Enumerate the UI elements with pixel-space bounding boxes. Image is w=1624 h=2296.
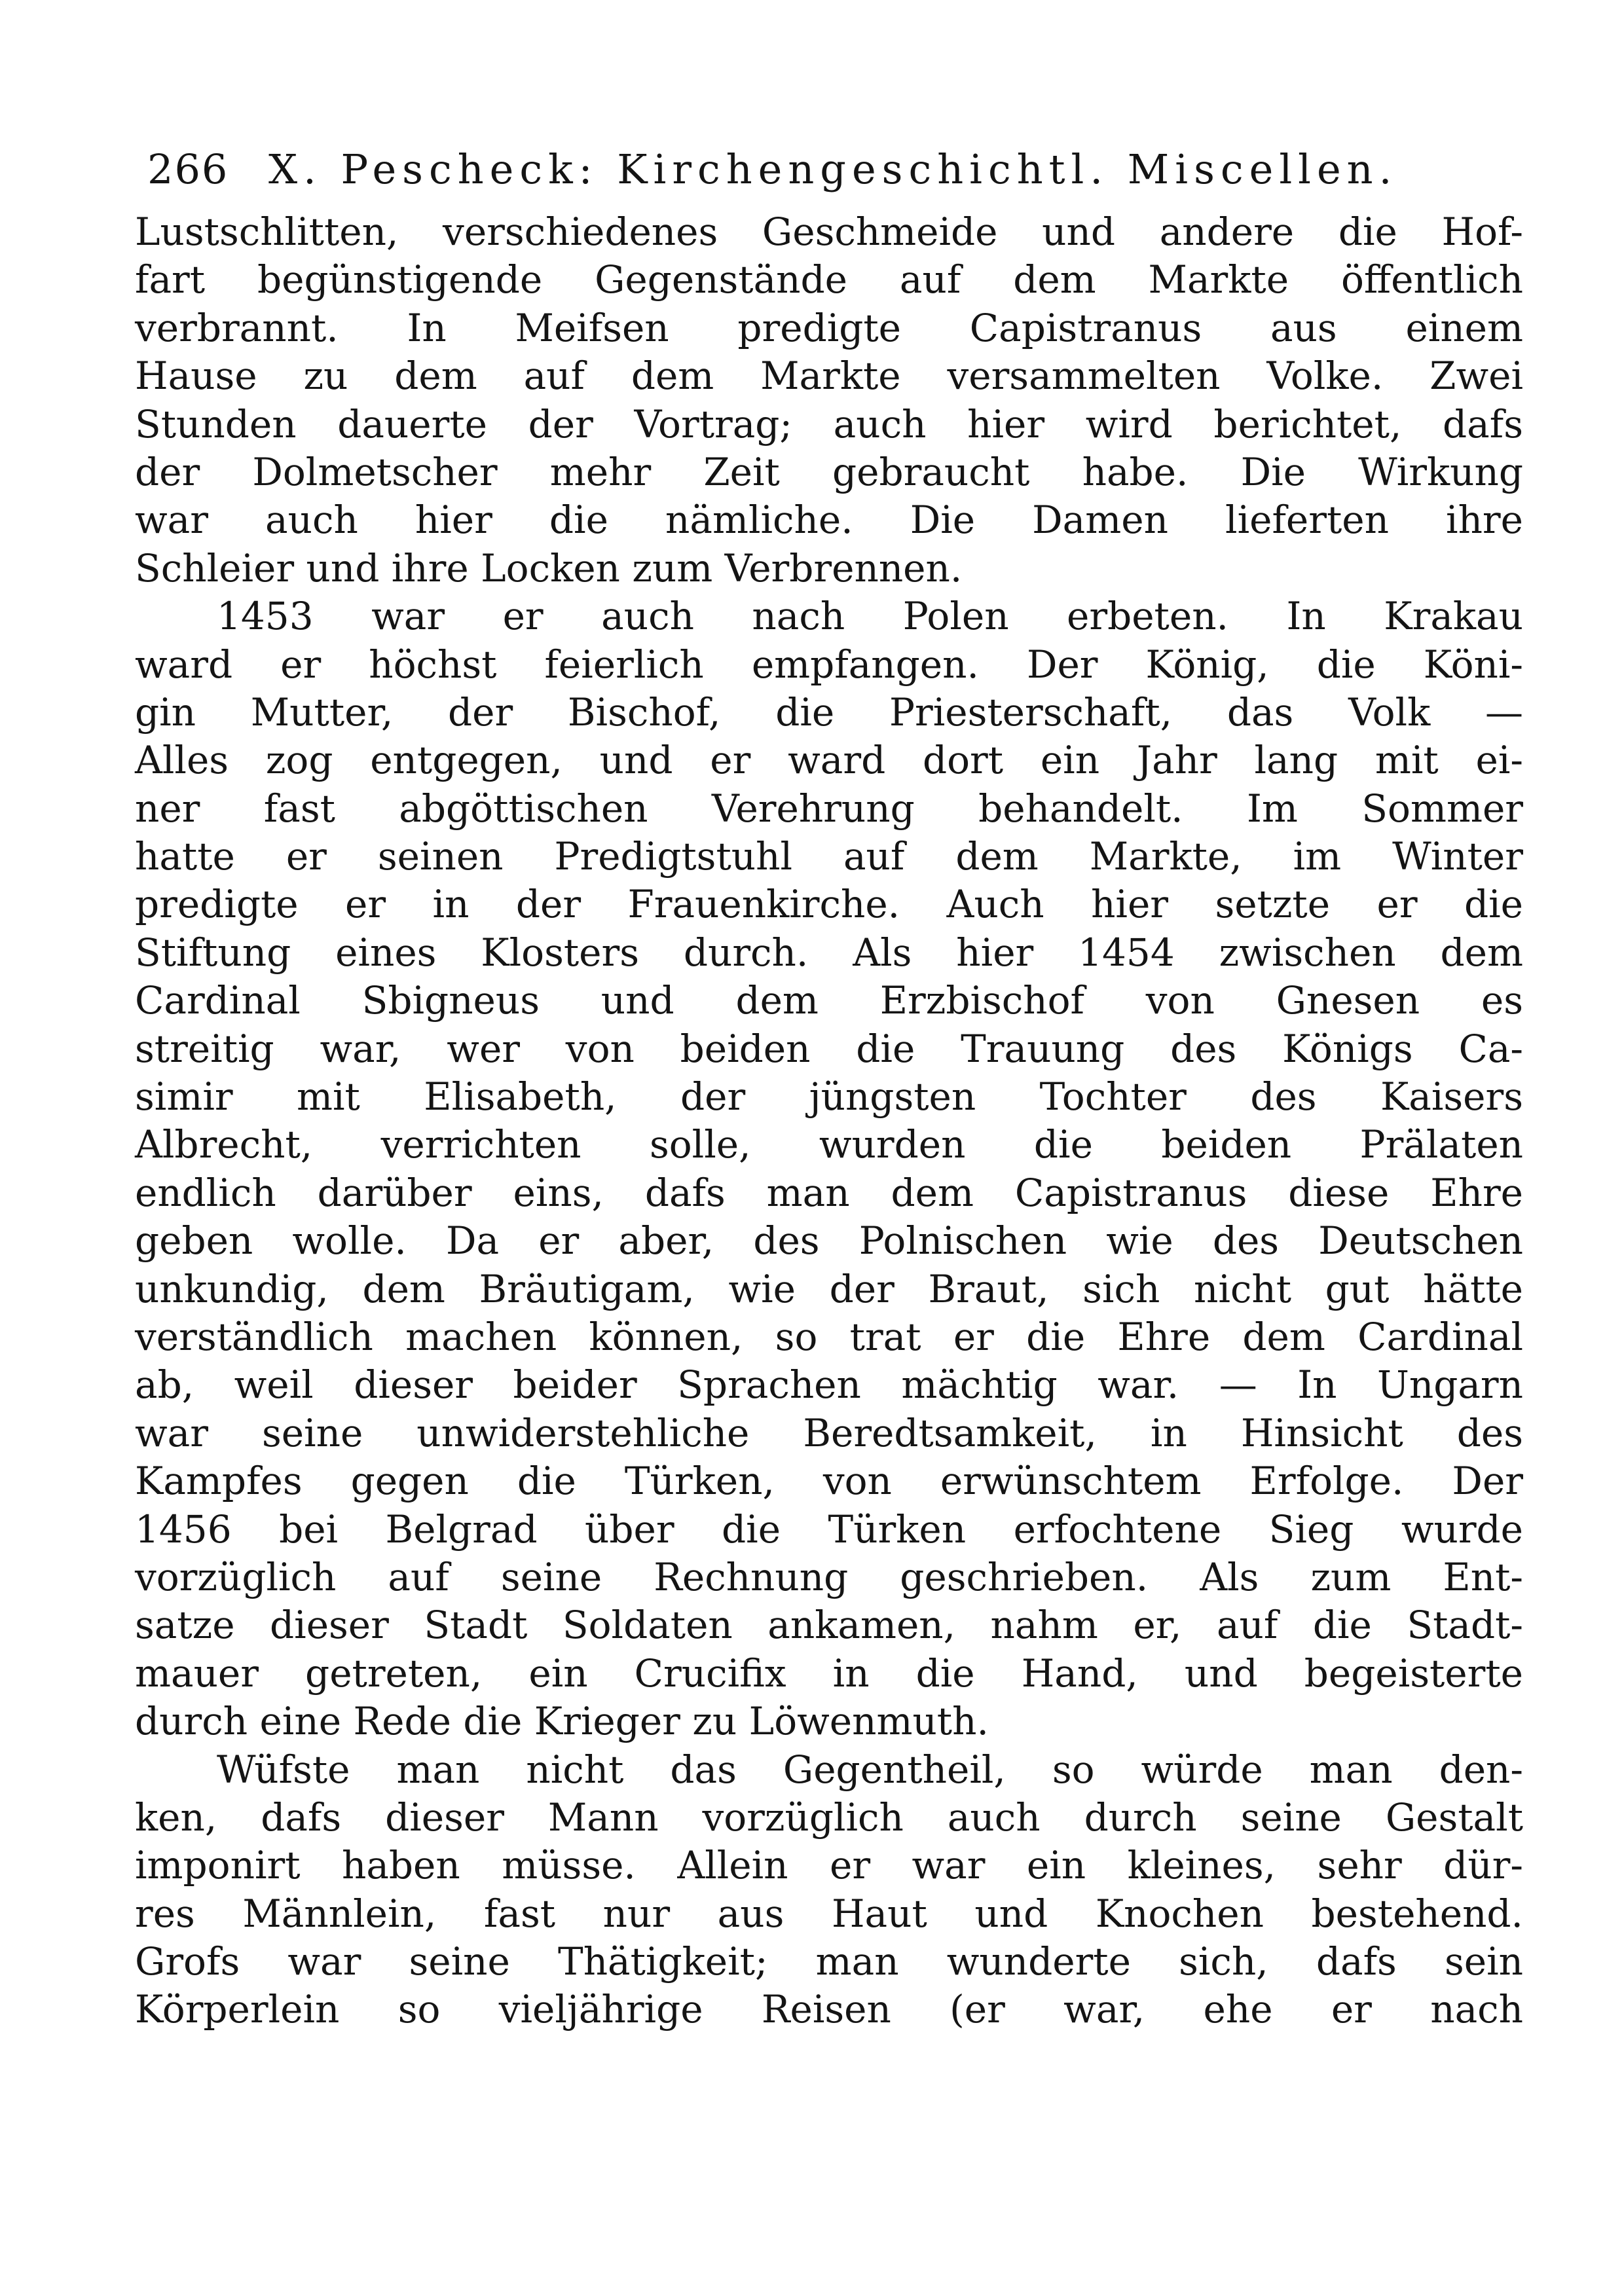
text-line: Lustschlitten, verschiedenes Geschmeide und andere die Hof-: [135, 210, 1523, 254]
page-header: [147, 145, 1522, 204]
text-line: 1453 war er auch nach Polen erbeten. In Krakau: [217, 594, 1523, 639]
text-line: endlich darüber eins, dafs man dem Capistranus diese Ehre: [135, 1170, 1523, 1215]
text-line: simir mit Elisabeth, der jüngsten Tochter des Kaisers: [135, 1074, 1523, 1120]
text-line: Wüfste man nicht das Gegentheil, so würde man den-: [217, 1747, 1523, 1792]
text-line: verständlich machen können, so trat er die Ehre dem Cardinal: [135, 1314, 1523, 1359]
text-line: Schleier und ihre Locken zum Verbrennen.: [135, 545, 963, 591]
text-line: ner fast abgöttischen Verehrung behandelt. Im Sommer: [135, 786, 1523, 831]
page-number: 266: [147, 145, 229, 193]
text-line: hatte er seinen Predigtstuhl auf dem Markte, im Winter: [135, 834, 1523, 879]
text-line: unkundig, dem Bräutigam, wie der Braut, sich nicht gut hätte: [135, 1266, 1523, 1311]
text-line: vorzüglich auf seine Rechnung geschrieben. Als zum Ent-: [135, 1554, 1523, 1599]
text-line: ward er höchst feierlich empfangen. Der König, die Köni-: [135, 642, 1523, 687]
text-line: ken, dafs dieser Mann vorzüglich auch durch seine Gestalt: [135, 1795, 1523, 1840]
text-line: gin Mutter, der Bischof, die Priesterschaft, das Volk —: [135, 689, 1523, 735]
text-line: geben wolle. Da er aber, des Polnischen wie des Deutschen: [135, 1218, 1523, 1264]
text-line: Hause zu dem auf dem Markte versammelten Volke. Zwei: [135, 354, 1523, 399]
text-line: durch eine Rede die Krieger zu Löwenmuth.: [135, 1699, 989, 1744]
text-line: res Männlein, fast nur aus Haut und Knochen bestehend.: [135, 1891, 1523, 1936]
text-line: 1456 bei Belgrad über die Türken erfochtene Sieg wurde: [135, 1506, 1523, 1552]
text-line: Körperlein so vieljährige Reisen (er war, ehe er nach: [135, 1987, 1523, 2032]
text-line: imponirt haben müsse. Allein er war ein kleines, sehr dür-: [135, 1843, 1523, 1888]
text-line: satze dieser Stadt Soldaten ankamen, nahm er, auf die Stadt-: [135, 1603, 1523, 1648]
text-line: verbrannt. In Meifsen predigte Capistranus aus einem: [135, 305, 1523, 350]
text-line: mauer getreten, ein Crucifix in die Hand, und begeisterte: [135, 1650, 1523, 1696]
text-line: war seine unwiderstehliche Beredtsamkeit, in Hinsicht des: [135, 1410, 1523, 1455]
text-line: Cardinal Sbigneus und dem Erzbischof von Gnesen es: [135, 978, 1523, 1023]
text-line: predigte er in der Frauenkirche. Auch hier setzte er die: [135, 882, 1523, 927]
text-line: Grofs war seine Thätigkeit; man wunderte sich, dafs sein: [135, 1939, 1523, 1984]
text-line: ab, weil dieser beider Sprachen mächtig war. — In Ungarn: [135, 1362, 1523, 1408]
text-line: Kampfes gegen die Türken, von erwünschtem Erfolge. Der: [135, 1459, 1523, 1504]
text-line: der Dolmetscher mehr Zeit gebraucht habe. Die Wirkung: [135, 449, 1523, 494]
text-line: war auch hier die nämliche. Die Damen lieferten ihre: [135, 498, 1523, 543]
text-line: streitig war, wer von beiden die Trauung des Königs Ca-: [135, 1026, 1523, 1071]
text-line: Stiftung eines Klosters durch. Als hier 1454 zwischen dem: [135, 930, 1523, 975]
text-line: Alles zog entgegen, und er ward dort ein Jahr lang mit ei-: [135, 738, 1523, 783]
text-line: Albrecht, verrichten solle, wurden die beiden Prälaten: [135, 1122, 1523, 1167]
text-line: Stunden dauerte der Vortrag; auch hier wird berichtet, dafs: [135, 401, 1523, 446]
running-head: X. Pescheck: Kirchengeschichtl. Miscellen.: [268, 145, 1398, 193]
body-text: [135, 208, 1523, 2034]
text-line: fart begünstigende Gegenstände auf dem Markte öffentlich: [135, 257, 1523, 302]
